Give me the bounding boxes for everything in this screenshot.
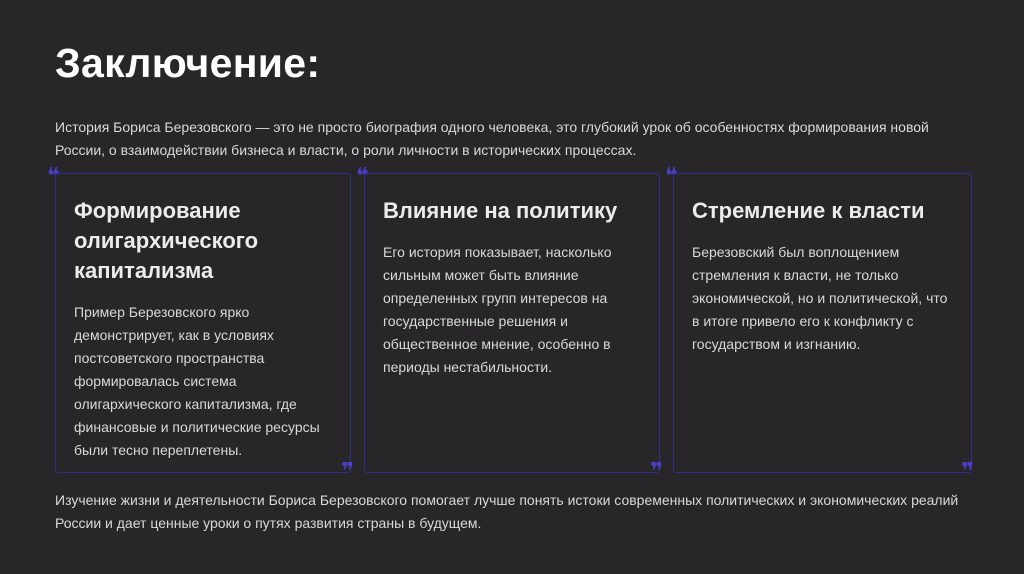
card-title: Стремление к власти [692, 198, 925, 223]
intro-paragraph: История Бориса Березовского — это не просто биография одного человека, это глубокий урок об особенностях формирования новой России, о взаимодействии бизнеса и власти, о роли личности в исторических процессах. [55, 119, 929, 158]
card-title: Влияние на политику [383, 198, 618, 223]
open-quote-icon: ❝ [356, 164, 369, 189]
card-text: Пример Березовского ярко демонстрирует, как в условиях постсоветского пространства формировалась система олигархического капитализма, где финансовые и политические ресурсы были тесно переплетены. [74, 304, 320, 458]
card-striving-for-power [673, 173, 972, 473]
card-text: Его история показывает, насколько сильным может быть влияние определенных групп интересов на государственные решения и общественное мнение, особенно в периоды нестабильности. [383, 244, 612, 375]
card-influence-on-politics [364, 173, 660, 473]
close-quote-icon: ❞ [650, 459, 663, 484]
outro-paragraph: Изучение жизни и деятельности Бориса Березовского помогает лучше понять истоки современных политических и экономических реалий России и дает ценные уроки о путях развития страны в будущем. [55, 492, 959, 531]
card-text: Березовский был воплощением стремления к власти, не только экономической, но и политической, что в итоге привело его к конфликту с государством и изгнанию. [692, 244, 948, 352]
slide-title: Заключение: [55, 40, 321, 86]
open-quote-icon: ❝ [47, 164, 60, 189]
open-quote-icon: ❝ [665, 164, 678, 189]
close-quote-icon: ❞ [961, 459, 974, 484]
close-quote-icon: ❞ [341, 459, 354, 484]
card-title: Формирование олигархического капитализма [74, 198, 259, 283]
card-oligarchic-capitalism [55, 173, 351, 473]
